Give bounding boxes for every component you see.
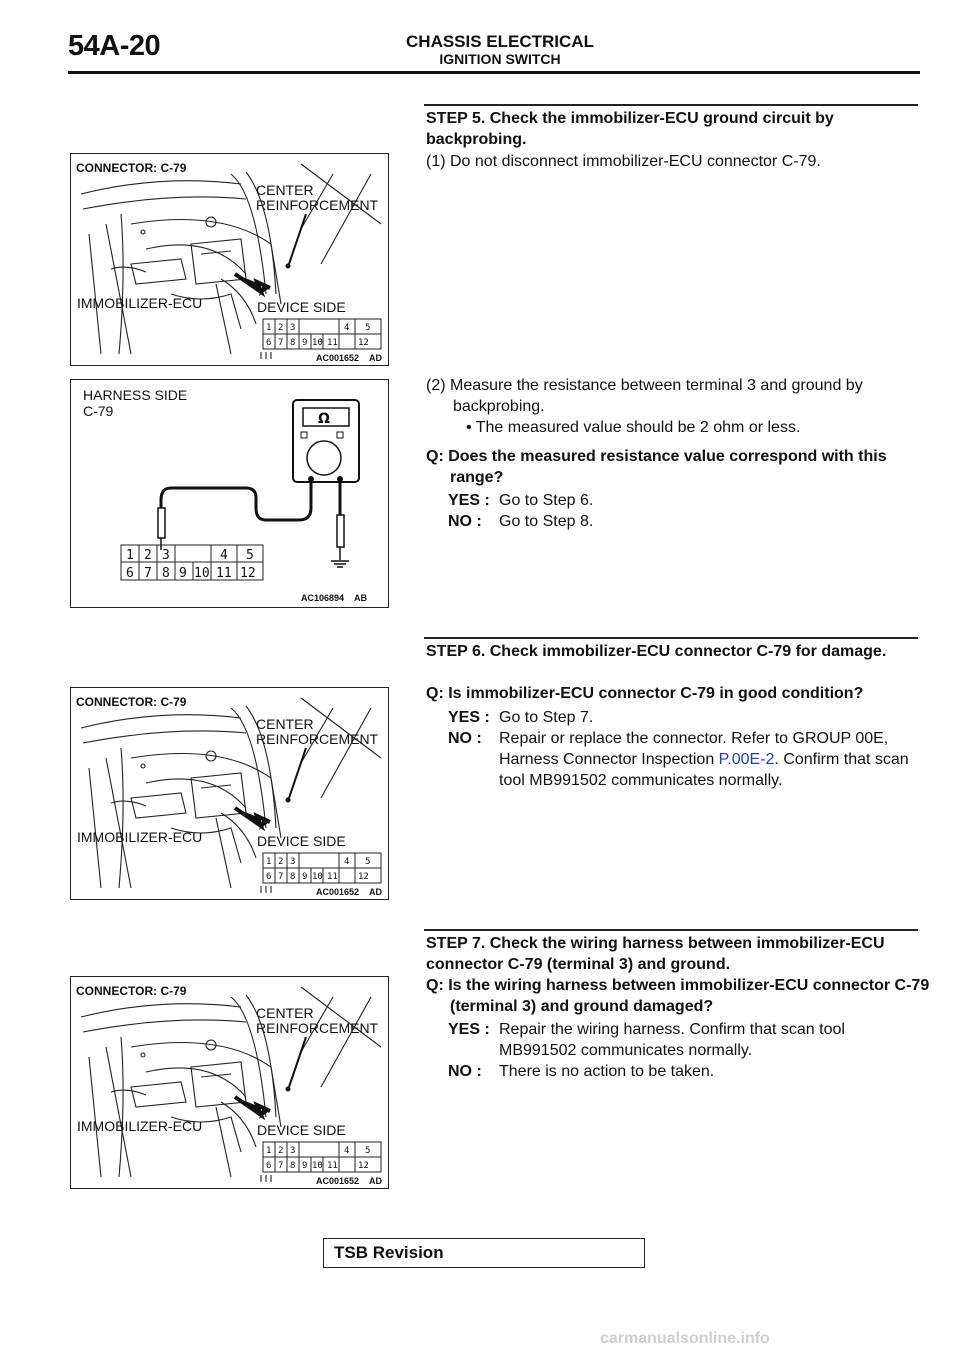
label-reinforcement: REINFORCEMENT — [256, 1020, 379, 1036]
pin-label: 6 — [266, 1161, 272, 1171]
label-center: CENTER — [256, 1005, 314, 1021]
section-heading — [400, 32, 600, 67]
step6-question: Q: Is immobilizer-ECU connector C-79 in good condition? — [426, 685, 864, 702]
pin-label: 5 — [365, 1146, 371, 1156]
pin-label: 12 — [240, 566, 256, 581]
pin-label: 12 — [358, 1161, 369, 1171]
pin-label: 7 — [278, 1161, 284, 1171]
pin-label: 3 — [290, 1146, 296, 1156]
pin-label: 4 — [344, 323, 350, 333]
step7-yes — [448, 1019, 918, 1061]
step5-heading: STEP 5. Check the immobilizer-ECU ground circuit by backprobing. — [426, 110, 834, 148]
step7-question: Q: Is the wiring harness between immobilizer-ECU connector C-79 (terminal 3) and ground damaged? — [426, 977, 930, 1015]
label-device-side: DEVICE SIDE — [257, 1122, 346, 1138]
watermark: carmanualsonline.info — [600, 1330, 770, 1347]
tsb-revision-label: TSB Revision — [334, 1243, 444, 1262]
step5-no — [448, 511, 918, 532]
pin-label: 6 — [126, 566, 134, 581]
pin-label: 11 — [216, 566, 232, 581]
pin-label: 9 — [302, 1161, 308, 1171]
pin-label: 9 — [179, 566, 187, 581]
label-device-side: DEVICE SIDE — [257, 833, 346, 849]
pin-label: 6 — [266, 338, 272, 348]
figure-code-suffix: AD — [369, 887, 382, 897]
connector-drawing — [71, 154, 388, 365]
no-key: NO : — [448, 1063, 482, 1080]
pin-label: 2 — [278, 1146, 284, 1156]
step5-yes — [448, 490, 918, 511]
pin-label: 1 — [126, 548, 134, 563]
no-value — [499, 728, 917, 791]
pin-label: 4 — [344, 857, 350, 867]
pin-label: 3 — [290, 857, 296, 867]
pin-label: 1 — [266, 857, 272, 867]
yes-value: Go to Step 6. — [499, 492, 594, 509]
pin-label: 8 — [290, 338, 296, 348]
no-value-part2: . Confirm that scan tool MB991502 communicates normally. — [499, 751, 909, 789]
pin-label: 11 — [327, 1161, 338, 1171]
label-ecu: IMMOBILIZER-ECU — [77, 1118, 203, 1134]
pin-label: 2 — [144, 548, 152, 563]
ohm-symbol: Ω — [318, 411, 330, 427]
step5-item1: (1) Do not disconnect immobilizer-ECU connector C-79. — [426, 153, 821, 170]
label-reinforcement: REINFORCEMENT — [256, 731, 379, 747]
pin-label: 10 — [312, 1161, 323, 1171]
subsection-title: IGNITION SWITCH — [439, 51, 561, 67]
figure-code: AC106894 — [301, 593, 345, 603]
pin-label: 8 — [162, 566, 170, 581]
harness-drawing — [71, 380, 388, 607]
connector-drawing — [71, 688, 388, 899]
step5-bullet: • The measured value should be 2 ohm or less. — [466, 419, 801, 436]
step6-rule — [424, 637, 918, 639]
step7-heading: STEP 7. Check the wiring harness between immobilizer-ECU connector C-79 (terminal 3) and ground. — [426, 935, 885, 973]
label-ecu: IMMOBILIZER-ECU — [77, 829, 203, 845]
step5-question: Q: Does the measured resistance value correspond with this range? — [426, 448, 887, 486]
step6-yes — [448, 707, 918, 728]
yes-key: YES : — [448, 1021, 490, 1038]
page-number: 54A-20 — [68, 30, 161, 62]
yes-key: YES : — [448, 492, 490, 509]
pin-label: 3 — [162, 548, 170, 563]
step6-no — [448, 728, 918, 791]
section-title: CHASSIS ELECTRICAL — [406, 32, 594, 51]
step5-item2: (2) Measure the resistance between terminal 3 and ground by backprobing. — [426, 377, 863, 415]
step7-no — [448, 1061, 918, 1082]
pin-label: 9 — [302, 338, 308, 348]
pin-label: 12 — [358, 338, 369, 348]
figure-code: AC001652 — [316, 353, 360, 363]
label-ecu: IMMOBILIZER-ECU — [77, 295, 203, 311]
pin-label: 5 — [365, 323, 371, 333]
pin-label: 10 — [312, 872, 323, 882]
pin-label: 3 — [290, 323, 296, 333]
connector-figure-step7 — [70, 976, 389, 1189]
page-reference-link[interactable]: P.00E-2 — [718, 751, 775, 768]
yes-value: Repair the wiring harness. Confirm that scan tool MB991502 communicates normally. — [499, 1021, 845, 1059]
no-key: NO : — [448, 730, 482, 747]
figure-code-suffix: AB — [354, 593, 367, 603]
pin-label: 5 — [246, 548, 254, 563]
pin-label: 8 — [290, 872, 296, 882]
label-device-side: DEVICE SIDE — [257, 299, 346, 315]
pin-label: 2 — [278, 857, 284, 867]
pin-label: 2 — [278, 323, 284, 333]
step5-rule — [424, 104, 918, 106]
pin-label: 10 — [194, 566, 210, 581]
connector-figure-step5 — [70, 153, 389, 366]
harness-title-1: HARNESS SIDE — [83, 387, 188, 403]
pin-label: 1 — [266, 1146, 272, 1156]
ground-icon — [331, 561, 349, 567]
figure-code-suffix: AD — [369, 1176, 382, 1186]
figure-code: AC001652 — [316, 887, 360, 897]
connector-drawing — [71, 977, 388, 1188]
yes-key: YES : — [448, 709, 490, 726]
connector-figure-step6 — [70, 687, 389, 900]
harness-figure-step5 — [70, 379, 389, 608]
step7-rule — [424, 929, 918, 931]
pin-label: 9 — [302, 872, 308, 882]
yes-value: Go to Step 7. — [499, 709, 594, 726]
no-value: There is no action to be taken. — [499, 1063, 715, 1080]
pin-label: 7 — [278, 872, 284, 882]
ohmmeter-icon — [293, 400, 359, 482]
figure-code-suffix: AD — [369, 353, 382, 363]
no-key: NO : — [448, 513, 482, 530]
connector-title: CONNECTOR: C-79 — [76, 695, 187, 709]
connector-title: CONNECTOR: C-79 — [76, 161, 187, 175]
no-value: Go to Step 8. — [499, 513, 594, 530]
pin-label: 11 — [327, 872, 338, 882]
harness-title-2: C-79 — [83, 403, 114, 419]
pin-label: 6 — [266, 872, 272, 882]
pin-label: 5 — [365, 857, 371, 867]
pin-label: 7 — [278, 338, 284, 348]
no-value-part1: Repair or replace the connector. Refer to GROUP 00E, Harness Connector Inspection — [499, 730, 889, 768]
step6-heading: STEP 6. Check immobilizer-ECU connector C-79 for damage. — [426, 643, 887, 660]
figure-code: AC001652 — [316, 1176, 360, 1186]
pin-label: 4 — [220, 548, 228, 563]
pin-label: 8 — [290, 1161, 296, 1171]
pin-label: 7 — [144, 566, 152, 581]
pin-label: 1 — [266, 323, 272, 333]
connector-title: CONNECTOR: C-79 — [76, 984, 187, 998]
pin-label: 10 — [312, 338, 323, 348]
label-reinforcement: REINFORCEMENT — [256, 197, 379, 213]
header-rule — [68, 71, 920, 74]
label-center: CENTER — [256, 182, 314, 198]
pin-label: 11 — [327, 338, 338, 348]
label-center: CENTER — [256, 716, 314, 732]
pin-label: 4 — [344, 1146, 350, 1156]
pin-label: 12 — [358, 872, 369, 882]
